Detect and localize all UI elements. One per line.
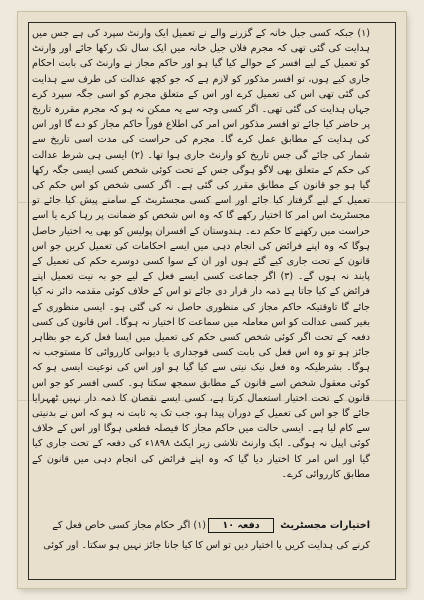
footer-line: کرنے کی ہدایت کریں یا اختیار دیں تو اس کا کیا جانا جائز نہیں ہو سکتا۔ اور کوئی [43, 540, 370, 551]
section-number-box: دفعہ ۱۰ [208, 518, 274, 533]
document-sheet [18, 12, 406, 588]
body-paragraph: (۱) جبکہ کسی جیل خانہ کے گزرنے والے نے تعمیل ایک وارنٹ سپرد کی ہے جس میں ہدایت کی گئی تھی کہ مجرم فلاں جیل خانہ میں ایک سال تک رکھا جائے اور وارنٹ کو تعمیل کے لیے افسر کے حوالے کیا گیا ہو اور حاکم مجاز نے وارنٹ کی بابت احکام جاری کیے ہوں، تو افسر مذکور کو لازم ہے کہ جو کچھ عدالت کی طرف سے ہدایت کی گئی تھی اس کی تعمیل کرے اور اس کے متعلق مجرم کو اسی جگہ سپرد کرے جہاں ہدایت کی گئی تھی۔ اگر کسی وجہ سے یہ ممکن نہ ہو کہ مجرم مقررہ تاریخ پر حاضر کیا جائے تو افسر مذکور اس امر کی اطلاع فوراً حاکم مجاز کو دے گا اور اس کی ہدایت کے مطابق عمل کرے گا۔ مجرم کی حراست کی مدت اسی تاریخ سے شمار کی جائے گی جس تاریخ کو وارنٹ جاری ہوا تھا۔ (۲) ایسی ہی شرط عدالت کی حکم کے متعلق بھی لاگو ہوگی جس کے تحت کوئی شخص کسی ایسی جگہ رکھا گیا ہو جو قانون کے مطابق مقرر کی گئی ہے۔ اگر کسی شخص کو اس حکم کی تعمیل کے لیے گرفتار کیا جائے اور اسے کسی مجسٹریٹ کے سامنے پیش کیا جائے تو مجسٹریٹ اس امر کا اختیار رکھے گا کہ وہ اس شخص کو ضمانت پر رہا کرے یا اسے حراست میں رکھنے کا حکم دے۔ ہندوستان کے افسران پولیس کو بھی یہ اختیار حاصل ہوگا کہ وہ اپنے فرائض کی انجام دہی میں ایسے احکامات کی تعمیل کریں جو اس قانون کے تحت جاری کیے گئے ہوں اور ان کے سوا کسی دوسرے حکم کی تعمیل کے پابند نہ ہوں گے۔ (۳) اگر جماعت کسی ایسے فعل کے لیے جو بہ نیت تعمیل اپنے فرائض کے کیا جاتا ہے ذمہ دار قرار دی جائے تو اس کے خلاف کوئی مقدمہ دائر نہ کیا جائے گا تاوقتیکہ حاکم مجاز کی منظوری حاصل نہ کی گئی ہو۔ ایسی منظوری کے بغیر کسی عدالت کو اس معاملہ میں سماعت کا اختیار نہ ہوگا۔ اس قانون کی کسی دفعہ کے تحت اگر کوئی شخص کسی حکم کی تعمیل میں ایسا فعل کرے جو بظاہر جائز ہو تو وہ اس فعل کی بابت کسی فوجداری یا دیوانی کارروائی کا مستوجب نہ ہوگا۔ بشرطیکہ وہ فعل نیک نیتی سے کیا گیا ہو اور اس کی نوعیت ایسی ہو کہ کوئی معقول شخص اسے قانون کے مطابق سمجھ سکتا ہو۔ کسی افسر کو جو اس قانون کے تحت اختیار استعمال کرتا ہے، کسی ایسے نقصان کا ذمہ دار نہیں ٹھہرایا جائے گا جو اس کی تعمیل کے دوران پیدا ہو، جب تک یہ ثابت نہ ہو کہ اس نے بدنیتی سے کام لیا ہے۔ ایسی حالت میں حاکم مجاز کا فیصلہ قطعی ہوگا اور اس کے خلاف کوئی اپیل نہ ہوگی۔ ایک وارنٹ تلاشی زیر ایکٹ ۱۸۹۸ء کی دفعہ کے تحت جاری کیا گیا اور اس امر کا اختیار دیا گیا کہ وہ اپنے فرائض کی انجام دہی میں قانون کے مطابق کارروائی کرے۔ [32, 28, 370, 480]
section-heading: اختیارات مجسٹریٹ [280, 520, 370, 531]
footer-line: (۱) اگر حکام مجاز کسی خاص فعل کے [52, 520, 206, 531]
footer-section [32, 518, 370, 562]
